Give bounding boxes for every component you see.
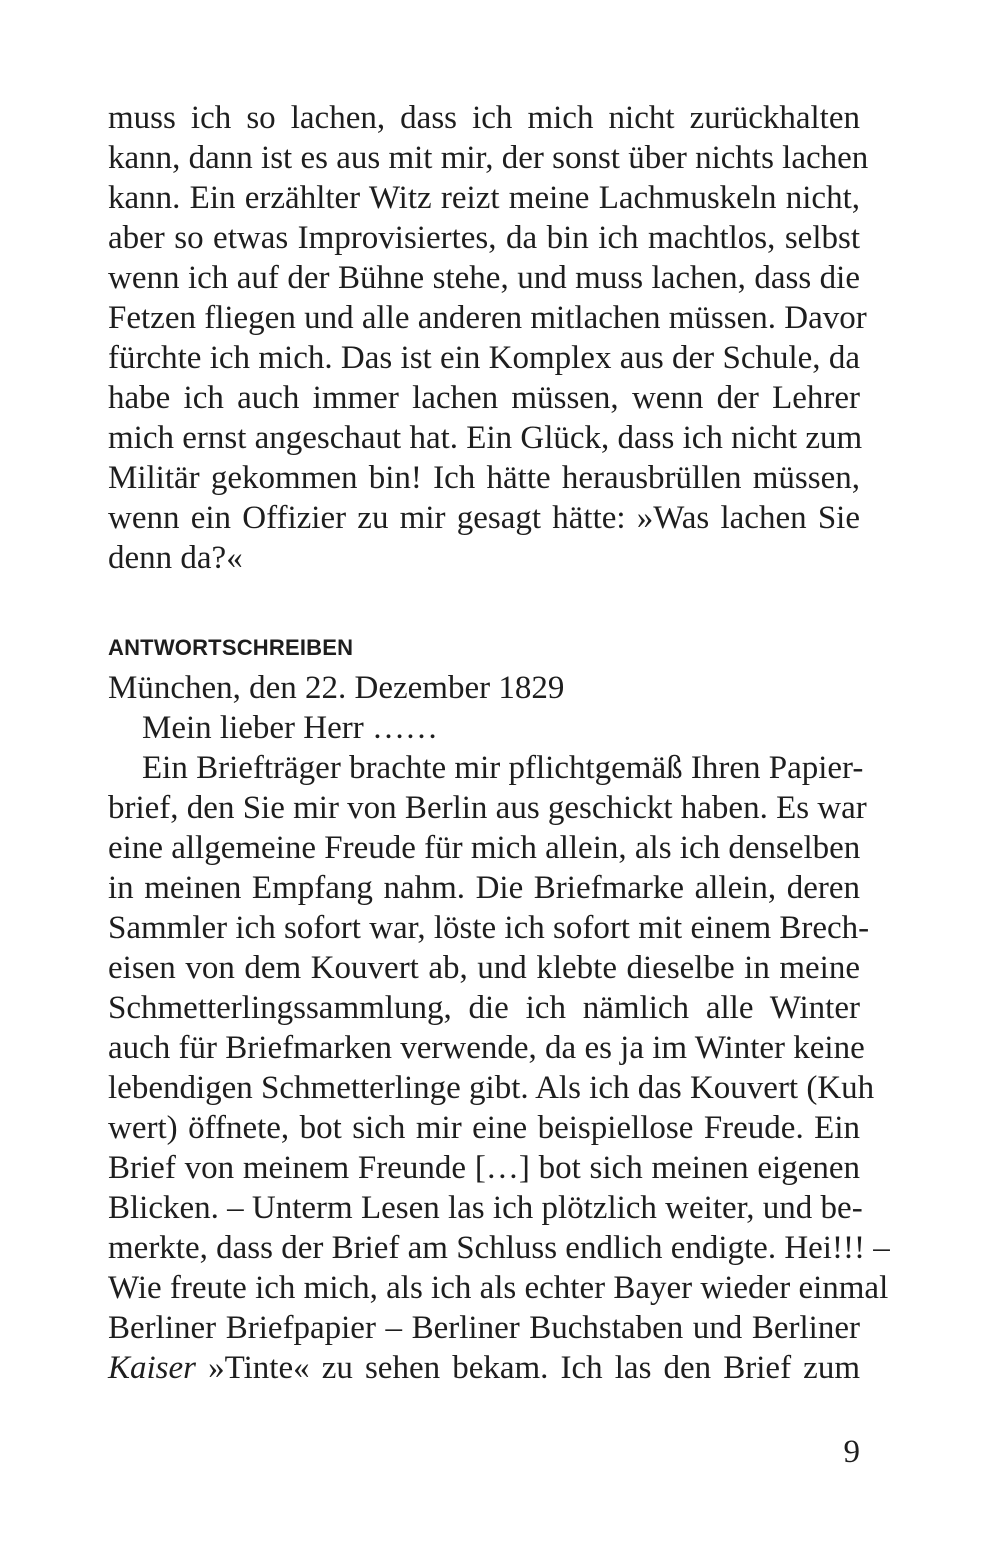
letter-salutation: Mein lieber Herr …… [142,710,438,746]
text-line: Schmetterlingssammlung, die ich nämlich alle Winter [108,990,860,1026]
italic-word: Kaiser [108,1350,197,1386]
text-line: denn da?« [108,540,243,576]
text-line: kann, dann ist es aus mit mir, der sonst über nichts lachen [108,140,869,176]
text-line: Fetzen fliegen und alle anderen mitlachen müssen. Davor [108,300,867,336]
text-line: wert) öffnete, bot sich mir eine beispiellose Freude. Ein [108,1110,860,1146]
text-line: in meinen Empfang nahm. Die Briefmarke allein, deren [108,870,860,906]
text-line: merkte, dass der Brief am Schluss endlich endigte. Hei!!! – [108,1230,890,1266]
text-line: brief, den Sie mir von Berlin aus geschickt haben. Es war [108,790,867,826]
text-line: habe ich auch immer lachen müssen, wenn der Lehrer [108,380,860,416]
text-line: aber so etwas Improvisiertes, da bin ich machtlos, selbst [108,220,860,256]
text-line: eine allgemeine Freude für mich allein, als ich denselben [108,830,861,866]
text-line: Berliner Briefpapier – Berliner Buchstaben und Berliner [108,1310,860,1346]
text-line: fürchte ich mich. Das ist ein Komplex aus der Schule, da [108,340,860,376]
text-line-rest: »Tinte« zu sehen bekam. Ich las den Brief zum [196,1350,860,1386]
text-line: wenn ein Offizier zu mir gesagt hätte: »Was lachen Sie [108,500,860,536]
text-line: wenn ich auf der Bühne stehe, und muss lachen, dass die [108,260,860,296]
text-line: muss ich so lachen, dass ich mich nicht zurückhalten [108,100,860,136]
text-line: Wie freute ich mich, als ich als echter Bayer wieder einmal [108,1270,889,1306]
page-number: 9 [843,1434,860,1470]
text-line: eisen von dem Kouvert ab, und klebte dieselbe in meine [108,950,860,986]
text-line: kann. Ein erzählter Witz reizt meine Lachmuskeln nicht, [108,180,860,216]
text-line: lebendigen Schmetterlinge gibt. Als ich das Kouvert (Kuh [108,1070,875,1106]
text-line: mich ernst angeschaut hat. Ein Glück, dass ich nicht zum [108,420,863,456]
text-line-last [108,1348,860,1388]
text-line: Militär gekommen bin! Ich hätte herausbrüllen müssen, [108,460,860,496]
letter-dateline: München, den 22. Dezember 1829 [108,670,565,706]
text-line: Ein Briefträger brachte mir pflichtgemäß Ihren Papier- [142,750,864,786]
text-line: auch für Briefmarken verwende, da es ja im Winter keine [108,1030,865,1066]
text-line: Sammler ich sofort war, löste ich sofort mit einem Brech- [108,910,870,946]
section-heading: ANTWORTSCHREIBEN [108,635,354,660]
text-line: Brief von meinem Freunde […] bot sich meinen eigenen [108,1150,860,1186]
text-line: Blicken. – Unterm Lesen las ich plötzlich weiter, und be- [108,1190,863,1226]
